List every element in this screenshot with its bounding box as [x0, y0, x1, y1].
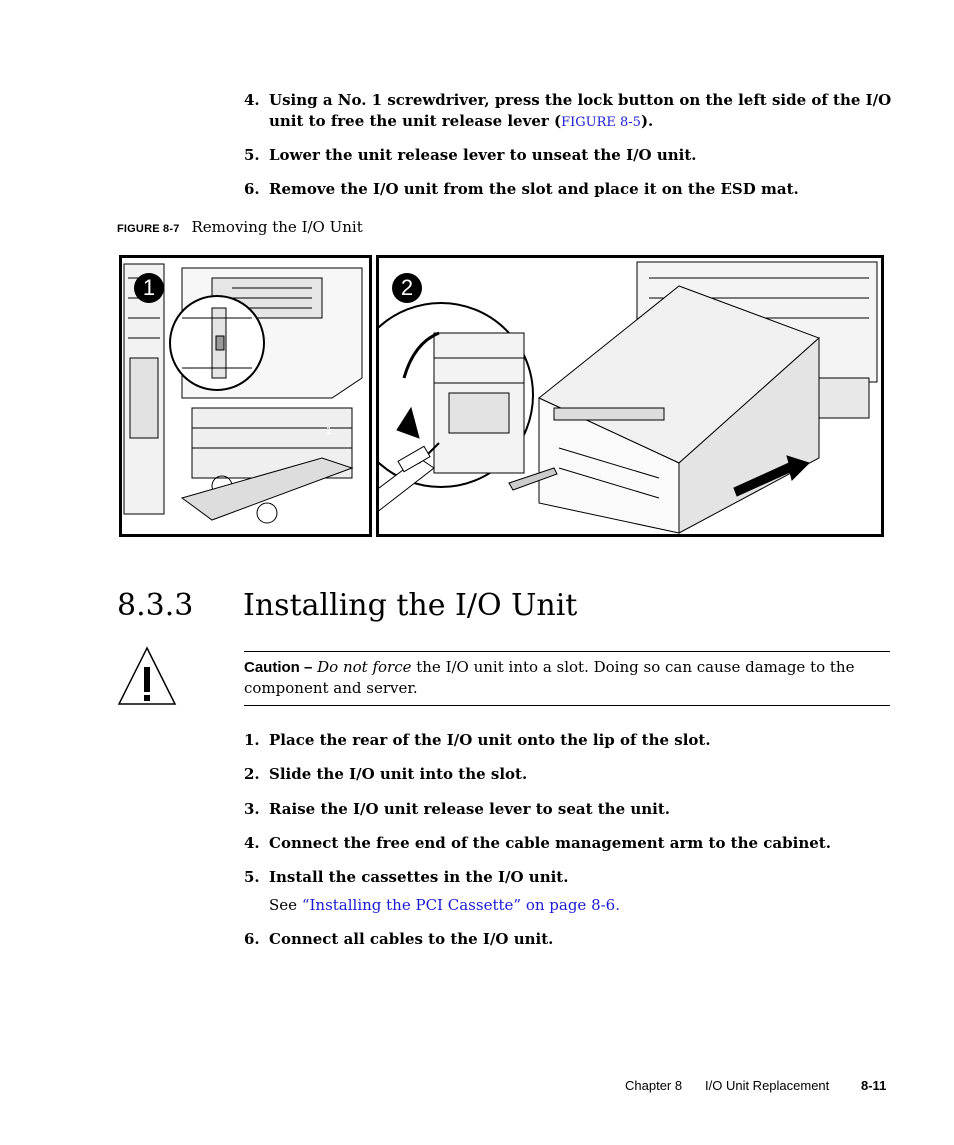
install-step-4 — [244, 833, 894, 854]
caution-emphasis: Do not force — [317, 658, 412, 676]
footer-chapter: Chapter 8 — [625, 1078, 683, 1093]
step-number: 6. — [244, 930, 260, 948]
figure-panel-1 — [119, 255, 372, 537]
step-number: 4. — [244, 834, 260, 852]
callout-2: 2 — [399, 387, 406, 399]
step-text-end: ). — [640, 112, 654, 130]
step-number: 6. — [244, 180, 260, 198]
step-text: Using a No. 1 screwdriver, press the lock button on the left side of the I/O unit to free the unit release lever ( — [269, 91, 892, 130]
step-text: Lower the unit release lever to unseat the I/O unit. — [269, 146, 697, 164]
install-step-5 — [244, 867, 894, 888]
step-text: Connect all cables to the I/O unit. — [269, 930, 554, 948]
install-step-6 — [244, 929, 894, 950]
caution-body: the I/O unit into a slot. Doing so can cause damage to the component and server. — [244, 658, 855, 697]
caution-label: Caution – — [244, 659, 313, 676]
caution-bottom-rule — [244, 705, 890, 706]
step-number: 2. — [244, 765, 260, 783]
section-number: 8.3.3 — [117, 588, 194, 623]
figure-caption — [117, 218, 363, 236]
step-number: 5. — [244, 868, 260, 886]
install-step-3 — [244, 799, 894, 820]
step-text: Place the rear of the I/O unit onto the lip of the slot. — [269, 731, 711, 749]
figure-panel-2 — [376, 255, 884, 537]
io-unit-removal-illustration — [379, 258, 881, 534]
panel-2-badge: 2 — [392, 273, 422, 303]
callout-1: 1 — [326, 425, 333, 437]
warning-icon — [116, 645, 178, 707]
figure-title: Removing the I/O Unit — [191, 218, 363, 236]
step-text: Install the cassettes in the I/O unit. — [269, 868, 569, 886]
section-title: Installing the I/O Unit — [243, 588, 578, 623]
step-number: 5. — [244, 146, 260, 164]
footer-page-number: 8-11 — [861, 1078, 887, 1093]
see-prefix: See — [269, 896, 302, 914]
pci-cassette-link[interactable]: “Installing the PCI Cassette” on page 8-6 — [301, 896, 616, 914]
lock-button-illustration — [122, 258, 369, 534]
step-6 — [244, 179, 894, 200]
figure-8-5-link[interactable]: FIGURE 8-5 — [561, 115, 641, 130]
step-number: 4. — [244, 91, 260, 109]
install-step-1 — [244, 730, 894, 751]
panel-1-badge: 1 — [134, 273, 164, 303]
see-suffix: . — [615, 896, 621, 914]
step-text: Remove the I/O unit from the slot and place it on the ESD mat. — [269, 180, 799, 198]
caution-text — [244, 657, 884, 699]
step-text: Raise the I/O unit release lever to seat the unit. — [269, 800, 671, 818]
step-text: Connect the free end of the cable management arm to the cabinet. — [269, 834, 831, 852]
install-step-2 — [244, 764, 894, 785]
step-number: 3. — [244, 800, 260, 818]
step-number: 1. — [244, 731, 260, 749]
step-text: Slide the I/O unit into the slot. — [269, 765, 528, 783]
step-4 — [244, 90, 894, 133]
step-5 — [244, 145, 894, 166]
footer-title: I/O Unit Replacement — [705, 1078, 830, 1093]
see-note — [269, 896, 620, 914]
caution-top-rule — [244, 651, 890, 652]
figure-label: FIGURE 8-7 — [117, 223, 180, 235]
